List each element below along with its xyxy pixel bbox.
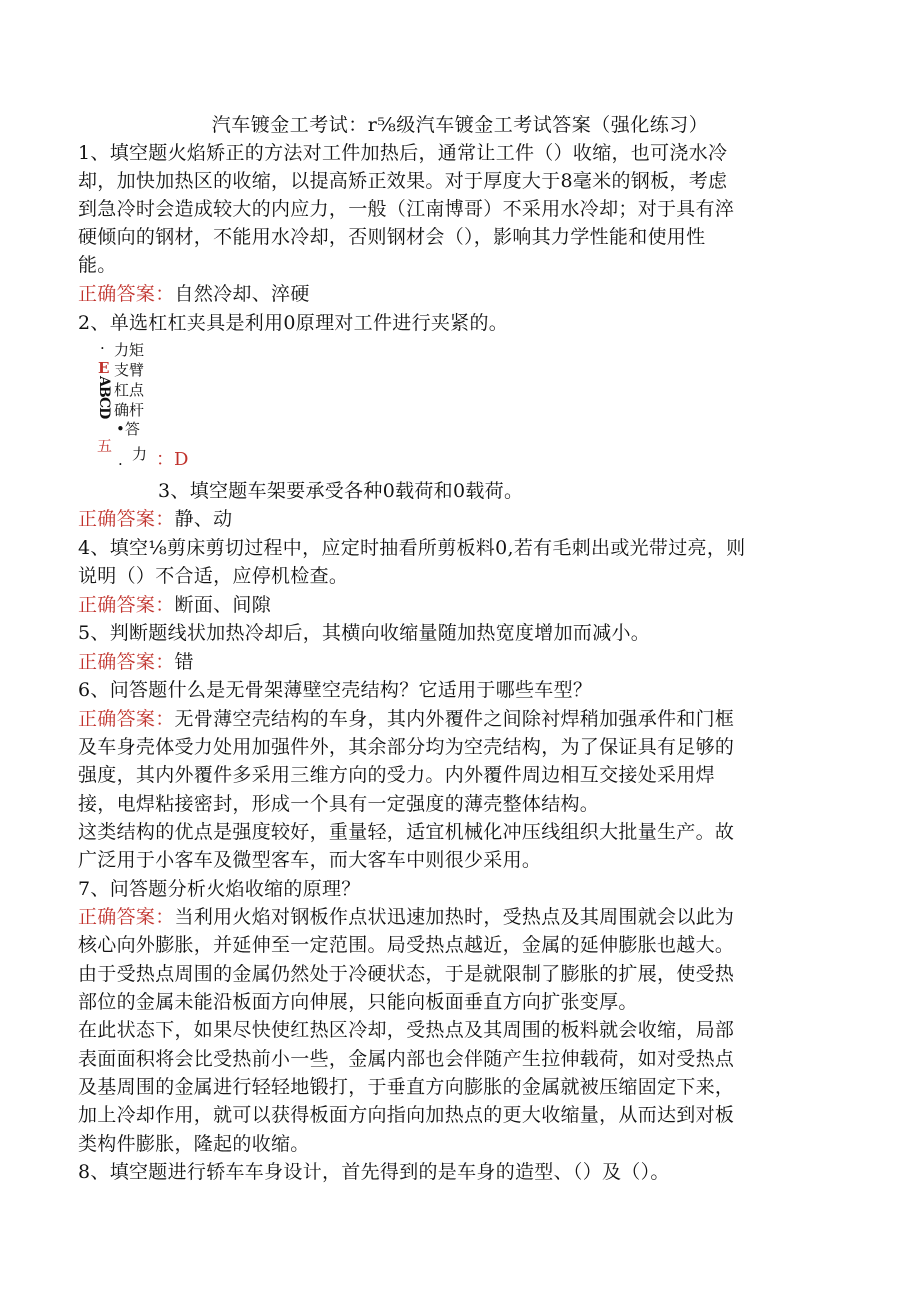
q7-line-1: 核心向外膨胀，并延伸至一定范围。局受热点越近，金属的延伸膨胀也越大。 [78, 934, 735, 956]
q2-stem: 2、单选杠杠夹具是利用0原理对工件进行夹紧的。 [78, 312, 509, 334]
q6-line-1: 及车身壳体受力处用加强件外，其余部分均为空壳结构，为了保证具有足够的 [78, 736, 735, 758]
answer-label: 正确答案： [78, 651, 175, 673]
q3-answer-text: 静、动 [174, 508, 233, 530]
q2-option-d: 确杆 [114, 401, 145, 419]
q7-line-2: 由于受热点周围的金属仍然处于冷硬状态，于是就限制了膨胀的扩展，使受热 [78, 963, 735, 985]
q2-col1-7: · [118, 455, 123, 473]
q4-line-2: 说明（）不合适，应停机检查。 [78, 565, 349, 587]
q3-answer [78, 506, 848, 532]
q2-answer-marker: •答 [116, 420, 140, 438]
q7-line-4: 在此状态下，如果尽快使红热区冷却，受热点及其周围的板料就会收缩，局部 [78, 1019, 735, 1041]
q7-answer-first [78, 904, 848, 930]
q7-line-8: 类构件膨胀，隆起的收缩。 [78, 1133, 310, 1155]
q1-line-4: 硬倾向的钢材，不能用水冷却，否则钢材会（），影响其力学性能和使用性 [78, 226, 706, 248]
q2-col1-6: 五 [97, 437, 113, 455]
q6-line-3: 接，电焊粘接密封，形成一个具有一定强度的薄壳整体结构。 [78, 793, 600, 815]
q7-answer-text: 当利用火焰对钢板作点状迅速加热时，受热点及其周围就会以此为 [174, 906, 735, 928]
q7-stem: 7、问答题分析火焰收缩的原理？ [78, 878, 361, 900]
q1-line-2: 却，加快加热区的收缩，以提高矫正效果。对于厚度大于8毫米的钢板，考虑 [78, 170, 728, 192]
q6-stem: 6、问答题什么是无骨架薄壁空壳结构？它适用于哪些车型？ [78, 679, 593, 701]
q1-line-5: 能。 [78, 254, 117, 276]
q1-answer-text: 自然冷却、淬硬 [174, 283, 310, 305]
q1-line-3: 到急冷时会造成较大的内应力，一般（江南博哥）不采用水冷却；对于具有淬 [78, 198, 735, 220]
q6-line-4: 这类结构的优点是强度较好，重量轻，适宜机械化冲压线组织大批量生产。故 [78, 821, 735, 843]
answer-label: 正确答案： [78, 708, 175, 730]
q2-option-letters: ABCD [96, 376, 112, 419]
answer-label: 正确答案： [78, 594, 175, 616]
q4-answer [78, 592, 848, 618]
q5-answer-text: 错 [174, 651, 194, 673]
q1-line-1: 1、填空题火焰矫正的方法对工件加热后，通常让工件（）收缩，也可浇水冷 [78, 142, 728, 164]
q2-answer-marker-2: 力 [132, 445, 148, 463]
q2-answer: ：D [156, 449, 189, 470]
q4-line-1: 4、填空⅛剪床剪切过程中，应定时抽看所剪板料0,若有毛刺出或光带过亮，则 [78, 537, 746, 559]
q2-option-c: 杠点 [114, 381, 145, 399]
q6-answer-first [78, 706, 848, 732]
q2-option-b: 支臂 [114, 361, 145, 379]
answer-label: 正确答案： [78, 283, 175, 305]
q5-stem: 5、判断题线状加热冷却后，其横向收缩量随加热宽度增加而减小。 [78, 622, 651, 644]
q6-answer-text: 无骨薄空壳结构的车身，其内外覆件之间除衬焊稍加强承件和门框 [174, 708, 735, 730]
q2-option-a: 力矩 [114, 341, 145, 359]
q3-stem: 3、填空题车架要承受各种0载荷和0载荷。 [158, 480, 524, 502]
q2-col1-1: E [98, 359, 110, 377]
answer-label: 正确答案： [78, 906, 175, 928]
q4-answer-text: 断面、间隙 [174, 594, 272, 616]
q5-answer [78, 649, 848, 675]
q8-stem: 8、填空题进行轿车车身设计，首先得到的是车身的造型、（）及（）。 [78, 1161, 670, 1183]
q7-line-6: 及基周围的金属进行轻轻地锻打，于垂直方向膨胀的金属就被压缩固定下来， [78, 1076, 735, 1098]
q1-answer [78, 281, 848, 307]
q7-line-5: 表面面积将会比受热前小一些，金属内部也会伴随产生拉伸载荷，如对受热点 [78, 1048, 735, 1070]
q7-line-7: 加上冷却作用，就可以获得板面方向指向加热点的更大收缩量，从而达到对板 [78, 1104, 735, 1126]
q6-line-2: 强度，其内外覆件多采用三维方向的受力。内外覆件周边相互交接处采用焊 [78, 764, 715, 786]
q6-line-5: 广泛用于小客车及微型客车，而大客车中则很少采用。 [78, 849, 542, 871]
q2-col1-0: · [100, 339, 105, 357]
answer-label: 正确答案： [78, 508, 175, 530]
q7-line-3: 部位的金属未能沿板面方向伸展，只能向板面垂直方向扩张变厚。 [78, 991, 638, 1013]
document-title: 汽车镀金工考试：r⅝级汽车镀金工考试答案（强化练习） [211, 114, 709, 136]
